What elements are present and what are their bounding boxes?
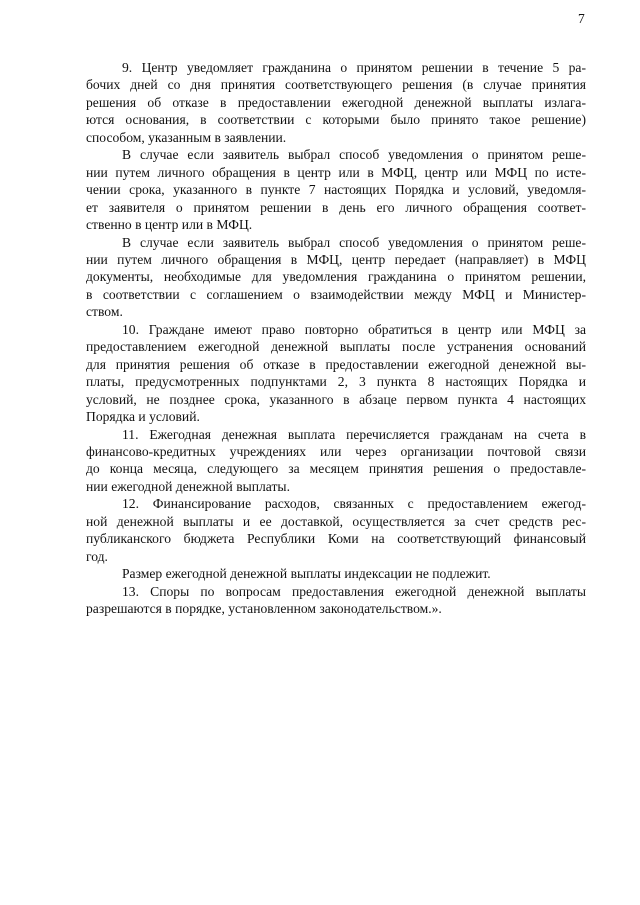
paragraph-item-9 — [86, 59, 586, 146]
paragraph-item-12 — [86, 495, 586, 565]
paragraph-mfc-transfer — [86, 234, 586, 321]
text-line: ственно в центр или в МФЦ. — [86, 217, 253, 233]
text-line: нии путем личного обращения в центр или в МФЦ, центр или МФЦ по исте- — [86, 164, 586, 180]
text-line: В случае если заявитель выбрал способ уведомления о принятом реше- — [122, 147, 586, 163]
text-line: 10. Граждане имеют право повторно обратиться в центр или МФЦ за — [122, 321, 586, 337]
paragraph-item-13 — [86, 583, 586, 618]
text-line: 9. Центр уведомляет гражданина о принятом решении в течение 5 ра- — [122, 60, 586, 75]
text-line: 13. Споры по вопросам предоставления ежегодной денежной выплаты — [122, 583, 586, 599]
text-line: 11. Ежегодная денежная выплата перечисляется гражданам на счета в — [122, 426, 586, 442]
text-line: Размер ежегодной денежной выплаты индексации не подлежит. — [122, 566, 491, 582]
paragraph-personal-visit-notice — [86, 146, 586, 233]
text-line: в соответствии с соглашением о взаимодействии между МФЦ и Министер- — [86, 286, 586, 302]
text-line: платы, предусмотренных подпунктами 2, 3 пункта 8 настоящих Порядка и — [86, 374, 586, 390]
text-line: ются основания, в соответствии с которыми было принято такое решение) — [86, 112, 586, 128]
text-line: документы, необходимые для уведомления гражданина о принятом решении, — [86, 269, 586, 285]
text-line: условий, не позднее срока, указанного в абзаце первом пункта 4 настоящих — [86, 391, 586, 407]
text-line: решения об отказе в предоставлении ежегодной денежной выплаты излага- — [86, 94, 586, 110]
text-line: способом, указанным в заявлении. — [86, 129, 287, 145]
document-body — [86, 59, 586, 618]
text-line: публиканского бюджета Республики Коми на соответствующий финансовый — [86, 531, 586, 547]
text-line: Порядка и условий. — [86, 409, 200, 425]
text-line: чении срока, указанного в пункте 7 настоящих Порядка и условий, уведомля- — [86, 182, 586, 198]
text-line: год. — [86, 548, 108, 564]
text-line: ством. — [86, 304, 123, 320]
text-line: финансово-кредитных учреждениях или через организации почтовой связи — [86, 443, 586, 459]
text-line: разрешаются в порядке, установленном законодательством.». — [86, 601, 442, 617]
paragraph-indexation — [86, 565, 586, 582]
paragraph-item-11 — [86, 426, 586, 496]
text-line: предоставлением ежегодной денежной выплаты после устранения оснований — [86, 339, 586, 355]
paragraph-item-10 — [86, 321, 586, 426]
text-line: для принятия решения об отказе в предоставлении ежегодной денежной вы- — [86, 356, 586, 372]
page-number: 7 — [578, 11, 585, 26]
text-line: ет заявителя о принятом решении в день его личного обращения соответ- — [86, 199, 586, 215]
text-line: 12. Финансирование расходов, связанных с предоставлением ежегод- — [122, 496, 586, 512]
text-line: до конца месяца, следующего за месяцем принятия решения о предоставле- — [86, 461, 586, 477]
text-line: бочих дней со дня принятия соответствующего решения (в случае принятия — [86, 77, 586, 93]
text-line: нии ежегодной денежной выплаты. — [86, 478, 290, 494]
text-line: ной денежной выплаты и ее доставкой, осуществляется за счет средств рес- — [86, 513, 586, 529]
text-line: В случае если заявитель выбрал способ уведомления о принятом реше- — [122, 234, 586, 250]
text-line: нии путем личного обращения в МФЦ, центр передает (направляет) в МФЦ — [86, 251, 586, 267]
